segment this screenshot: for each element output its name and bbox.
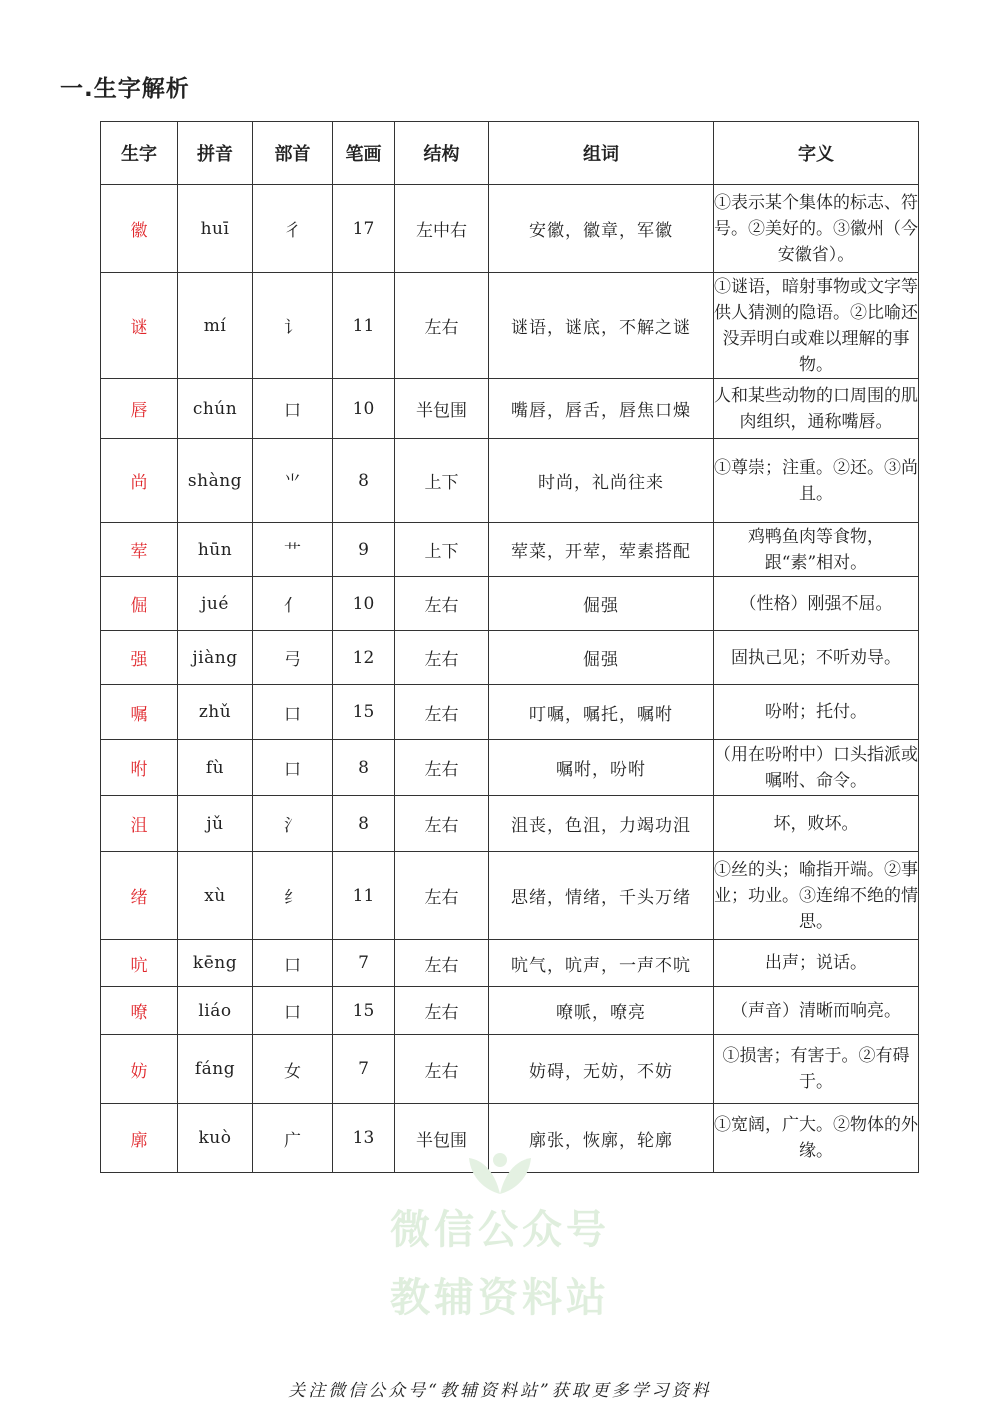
table-row xyxy=(101,523,919,577)
cell-char: 嘹 xyxy=(101,987,178,1035)
section-title: 一.生字解析 xyxy=(60,76,190,102)
cell-pinyin: jǔ xyxy=(178,796,253,852)
cell-radical: 艹 xyxy=(253,523,333,577)
cell-strokes: 9 xyxy=(333,523,395,577)
cell-strokes: 13 xyxy=(333,1104,395,1173)
cell-meaning: （声音）清晰而响亮。 xyxy=(714,987,919,1035)
header-pinyin: 拼音 xyxy=(178,122,253,185)
cell-strokes: 11 xyxy=(333,273,395,379)
cell-radical: 口 xyxy=(253,987,333,1035)
page-footer: 关注微信公众号“教辅资料站”获取更多学习资料 xyxy=(288,1381,712,1401)
cell-radical: 口 xyxy=(253,940,333,987)
cell-meaning: 人和某些动物的口周围的肌肉组织，通称嘴唇。 xyxy=(714,379,919,439)
cell-strokes: 10 xyxy=(333,379,395,439)
cell-structure: 左右 xyxy=(395,987,489,1035)
header-structure: 结构 xyxy=(395,122,489,185)
cell-char: 沮 xyxy=(101,796,178,852)
cell-radical: 彳 xyxy=(253,185,333,273)
cell-char: 强 xyxy=(101,631,178,685)
cell-pinyin: hūn xyxy=(178,523,253,577)
cell-words: 思绪，情绪，千头万绪 xyxy=(489,852,714,940)
cell-meaning: ①宽阔，广大。②物体的外缘。 xyxy=(714,1104,919,1173)
table-row xyxy=(101,987,919,1035)
table-row xyxy=(101,577,919,631)
cell-meaning: 出声；说话。 xyxy=(714,940,919,987)
table-row xyxy=(101,379,919,439)
cell-char: 荤 xyxy=(101,523,178,577)
watermark-line-2: 教辅资料站 xyxy=(390,1275,610,1321)
cell-words: 荤菜，开荤，荤素搭配 xyxy=(489,523,714,577)
cell-structure: 左右 xyxy=(395,740,489,796)
cell-words: 沮丧，色沮，力竭功沮 xyxy=(489,796,714,852)
cell-structure: 左右 xyxy=(395,685,489,740)
cell-structure: 左右 xyxy=(395,1035,489,1104)
cell-words: 廓张，恢廓，轮廓 xyxy=(489,1104,714,1173)
cell-words: 嘹哌，嘹亮 xyxy=(489,987,714,1035)
cell-radical: 氵 xyxy=(253,796,333,852)
cell-words: 安徽，徽章，军徽 xyxy=(489,185,714,273)
cell-strokes: 7 xyxy=(333,1035,395,1104)
cell-char: 绪 xyxy=(101,852,178,940)
cell-meaning: 吩咐；托付。 xyxy=(714,685,919,740)
cell-structure: 半包围 xyxy=(395,1104,489,1173)
cell-strokes: 7 xyxy=(333,940,395,987)
cell-radical: 弓 xyxy=(253,631,333,685)
cell-words: 妨碍，无妨，不妨 xyxy=(489,1035,714,1104)
cell-radical: 广 xyxy=(253,1104,333,1173)
cell-pinyin: xù xyxy=(178,852,253,940)
cell-pinyin: huī xyxy=(178,185,253,273)
cell-strokes: 8 xyxy=(333,740,395,796)
header-meaning: 字义 xyxy=(714,122,919,185)
header-strokes: 笔画 xyxy=(333,122,395,185)
cell-structure: 上下 xyxy=(395,523,489,577)
watermark-leaf-icon xyxy=(465,1150,535,1196)
cell-strokes: 17 xyxy=(333,185,395,273)
cell-strokes: 8 xyxy=(333,796,395,852)
table-row xyxy=(101,185,919,273)
cell-strokes: 10 xyxy=(333,577,395,631)
table-row xyxy=(101,740,919,796)
header-char: 生字 xyxy=(101,122,178,185)
table-row xyxy=(101,439,919,523)
cell-structure: 左右 xyxy=(395,796,489,852)
cell-strokes: 15 xyxy=(333,987,395,1035)
cell-radical: 口 xyxy=(253,685,333,740)
cell-words: 谜语，谜底，不解之谜 xyxy=(489,273,714,379)
cell-pinyin: jué xyxy=(178,577,253,631)
cell-strokes: 15 xyxy=(333,685,395,740)
cell-meaning: 固执己见；不听劝导。 xyxy=(714,631,919,685)
cell-structure: 左右 xyxy=(395,273,489,379)
cell-char: 唇 xyxy=(101,379,178,439)
cell-char: 徽 xyxy=(101,185,178,273)
header-words: 组词 xyxy=(489,122,714,185)
table-row xyxy=(101,631,919,685)
cell-char: 妨 xyxy=(101,1035,178,1104)
cell-radical: ⺌ xyxy=(253,439,333,523)
cell-radical: 口 xyxy=(253,740,333,796)
cell-pinyin: kuò xyxy=(178,1104,253,1173)
cell-structure: 上下 xyxy=(395,439,489,523)
cell-structure: 左中右 xyxy=(395,185,489,273)
cell-pinyin: jiàng xyxy=(178,631,253,685)
table-row xyxy=(101,852,919,940)
cell-meaning: ①表示某个集体的标志、符号。②美好的。③徽州（今安徽省）。 xyxy=(714,185,919,273)
table-row xyxy=(101,1035,919,1104)
cell-char: 谜 xyxy=(101,273,178,379)
header-radical: 部首 xyxy=(253,122,333,185)
cell-pinyin: liáo xyxy=(178,987,253,1035)
cell-pinyin: chún xyxy=(178,379,253,439)
watermark-line-1: 微信公众号 xyxy=(390,1207,610,1253)
table-row xyxy=(101,796,919,852)
cell-structure: 左右 xyxy=(395,631,489,685)
cell-strokes: 8 xyxy=(333,439,395,523)
cell-radical: 纟 xyxy=(253,852,333,940)
cell-words: 吭气，吭声，一声不吭 xyxy=(489,940,714,987)
cell-strokes: 11 xyxy=(333,852,395,940)
cell-words: 倔强 xyxy=(489,631,714,685)
cell-radical: 亻 xyxy=(253,577,333,631)
cell-meaning: （用在吩咐中）口头指派或嘱咐、命令。 xyxy=(714,740,919,796)
cell-meaning: 鸡鸭鱼肉等食物，跟“素”相对。 xyxy=(714,523,919,577)
cell-words: 倔强 xyxy=(489,577,714,631)
table-row xyxy=(101,273,919,379)
cell-radical: 讠 xyxy=(253,273,333,379)
cell-pinyin: kēng xyxy=(178,940,253,987)
cell-meaning: ①谜语，暗射事物或文字等供人猜测的隐语。②比喻还没弄明白或难以理解的事物。 xyxy=(714,273,919,379)
cell-pinyin: shàng xyxy=(178,439,253,523)
cell-char: 咐 xyxy=(101,740,178,796)
cell-char: 嘱 xyxy=(101,685,178,740)
cell-structure: 半包围 xyxy=(395,379,489,439)
cell-meaning: （性格）刚强不屈。 xyxy=(714,577,919,631)
cell-char: 吭 xyxy=(101,940,178,987)
table-row xyxy=(101,940,919,987)
cell-structure: 左右 xyxy=(395,852,489,940)
cell-structure: 左右 xyxy=(395,577,489,631)
cell-pinyin: zhǔ xyxy=(178,685,253,740)
cell-char: 廓 xyxy=(101,1104,178,1173)
cell-pinyin: fáng xyxy=(178,1035,253,1104)
table-header-row xyxy=(101,122,919,185)
character-table xyxy=(100,121,919,1173)
cell-char: 倔 xyxy=(101,577,178,631)
cell-meaning: ①损害；有害于。②有碍于。 xyxy=(714,1035,919,1104)
cell-meaning: ①丝的头；喻指开端。②事业；功业。③连绵不绝的情思。 xyxy=(714,852,919,940)
cell-words: 嘴唇，唇舌，唇焦口燥 xyxy=(489,379,714,439)
cell-meaning: 坏，败坏。 xyxy=(714,796,919,852)
cell-pinyin: fù xyxy=(178,740,253,796)
cell-structure: 左右 xyxy=(395,940,489,987)
cell-strokes: 12 xyxy=(333,631,395,685)
cell-char: 尚 xyxy=(101,439,178,523)
cell-words: 叮嘱，嘱托，嘱咐 xyxy=(489,685,714,740)
cell-radical: 口 xyxy=(253,379,333,439)
cell-words: 时尚，礼尚往来 xyxy=(489,439,714,523)
cell-pinyin: mí xyxy=(178,273,253,379)
cell-radical: 女 xyxy=(253,1035,333,1104)
cell-words: 嘱咐，吩咐 xyxy=(489,740,714,796)
table-row xyxy=(101,685,919,740)
cell-meaning: ①尊崇；注重。②还。③尚且。 xyxy=(714,439,919,523)
